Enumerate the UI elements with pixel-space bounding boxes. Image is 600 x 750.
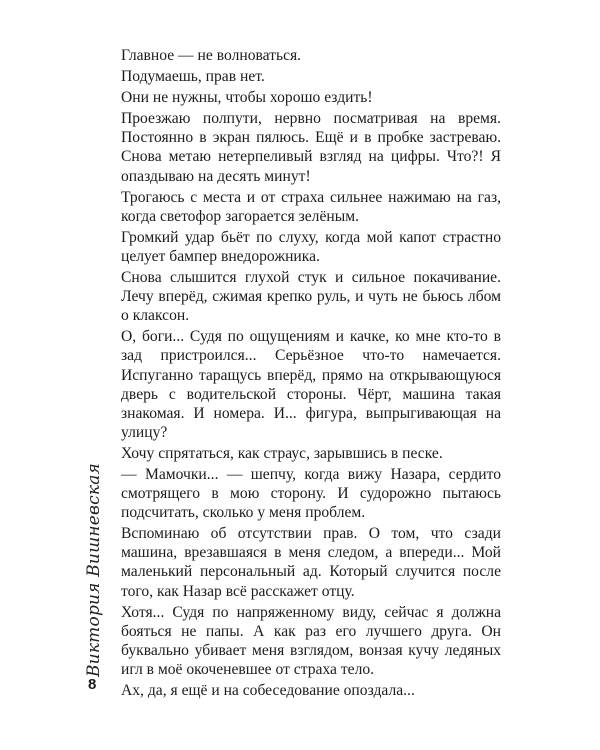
- paragraph: Подумаешь, прав нет.: [121, 68, 265, 86]
- paragraph: Снова слышится глухой стук и сильное покачивание. Лечу вперёд, сжимая крепко руль, и чуть не бьюсь лбом о клаксон.: [121, 269, 501, 325]
- paragraph: Вспоминаю об отсутствии прав. О том, что сзади машина, врезавшаяся в меня следом, а впереди... Мой маленький персональный ад. Который случится после того, как Назар всё расскажет отцу.: [121, 525, 501, 600]
- paragraph: — Мамочки... — шепчу, когда вижу Назара, сердито смотрящего в мою сторону. И судорожно пытаюсь подсчитать, сколько у меня проблем.: [121, 465, 501, 522]
- paragraph: Ах, да, я ещё и на собеседование опоздала...: [121, 682, 415, 699]
- paragraph: Проезжаю полпути, нервно посматривая на время. Постоянно в экран пялюсь. Ещё и в пробке застреваю. Снова метаю нетерпеливый взгляд на цифры. Что?! Я опаздываю на десять минут!: [121, 110, 501, 185]
- page-number: 8: [88, 676, 97, 693]
- body-text: [121, 46, 501, 702]
- paragraph: Трогаюсь с места и от страха сильнее нажимаю на газ, когда светофор загорается зелёным.: [121, 188, 501, 225]
- paragraph: Главное — не волноваться.: [121, 47, 302, 64]
- paragraph: Они не нужны, чтобы хорошо ездить!: [121, 89, 373, 107]
- author-signature-text: Виктория Вишневская: [84, 462, 104, 678]
- author-signature: [74, 462, 114, 678]
- paragraph: Хочу спрятаться, как страус, зарывшись в песке.: [121, 444, 443, 462]
- paragraph: О, боги... Судя по ощущениям и качке, ко мне кто-то в зад пристроился... Серьёзное что-то намечается. Испуганно таращусь вперёд, прямо на открывающуюся дверь с водительской стороны. Чёрт, машина такая знакомая. И номера. И... фигура, выпрыгивающая на улицу?: [121, 328, 501, 441]
- paragraph: Хотя... Судя по напряженному виду, сейчас я должна бояться не папы. А как раз его лучшего друга. Он буквально убивает меня взглядом, вонзая кучу ледяных игл в моё окоченевшее от страха тело.: [121, 603, 501, 678]
- paragraph: Громкий удар бьёт по слуху, когда мой капот страстно целует бампер внедорожника.: [121, 228, 501, 265]
